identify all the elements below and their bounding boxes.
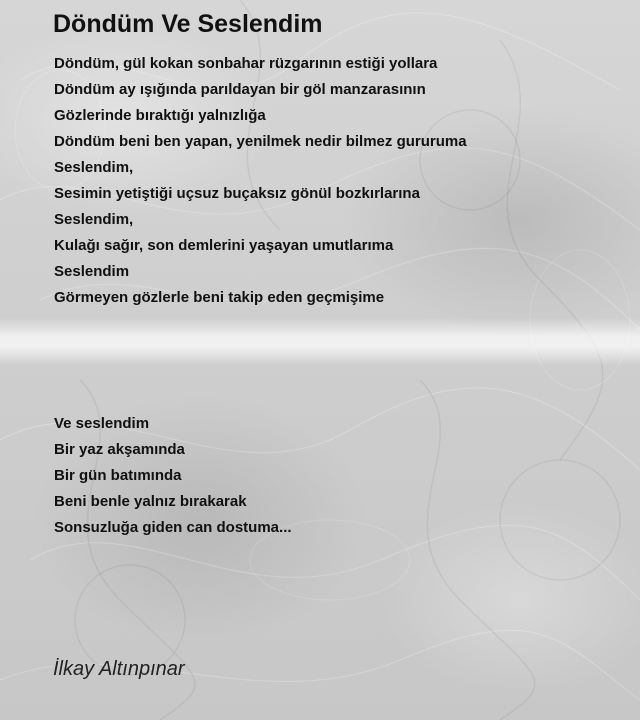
stanza-2 bbox=[54, 411, 292, 541]
poem-title: Döndüm Ve Seslendim bbox=[53, 10, 323, 38]
poem-line: Döndüm beni ben yapan, yenilmek nedir bilmez gururuma bbox=[54, 133, 467, 150]
poem-line: Sesimin yetiştiği uçsuz buçaksız gönül bozkırlarına bbox=[54, 185, 420, 202]
poem-line: Beni benle yalnız bırakarak bbox=[54, 493, 247, 510]
poem-line: Seslendim bbox=[54, 263, 130, 280]
poem-line: Seslendim, bbox=[54, 159, 134, 176]
poem-line: Sonsuzluğa giden can dostuma... bbox=[54, 519, 292, 536]
poem-author: İlkay Altınpınar bbox=[53, 658, 185, 680]
poem-line: Gözlerinde bıraktığı yalnızlığa bbox=[54, 107, 266, 124]
light-band bbox=[0, 318, 640, 366]
poem-line: Kulağı sağır, son demlerini yaşayan umutlarıma bbox=[54, 237, 394, 254]
poem-line: Döndüm, gül kokan sonbahar rüzgarının estiği yollara bbox=[54, 55, 438, 72]
poem-line: Bir yaz akşamında bbox=[54, 441, 185, 458]
poem-line: Seslendim, bbox=[54, 211, 134, 228]
poem-line: Döndüm ay ışığında parıldayan bir göl manzarasının bbox=[54, 81, 426, 98]
poem-line: Görmeyen gözlerle beni takip eden geçmişime bbox=[54, 289, 385, 306]
poem-line: Bir gün batımında bbox=[54, 467, 182, 484]
poem-line: Ve seslendim bbox=[54, 415, 150, 432]
stanza-1 bbox=[54, 51, 467, 311]
